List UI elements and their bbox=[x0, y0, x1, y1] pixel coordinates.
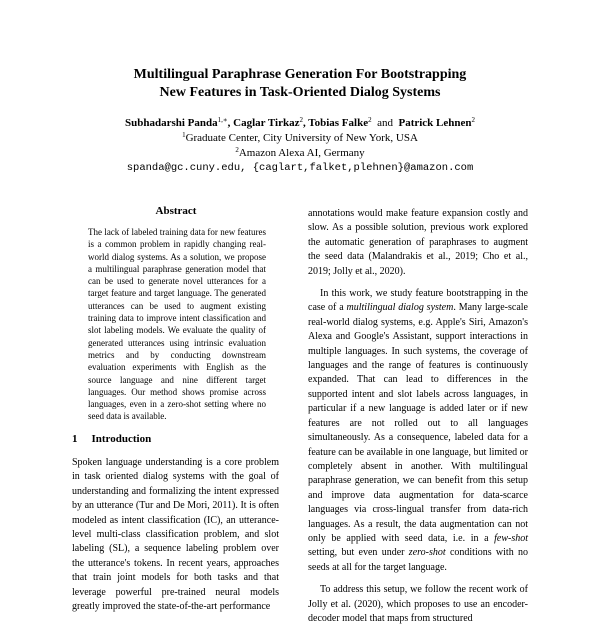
author-name: Tobias Falke bbox=[308, 117, 369, 129]
abstract-body bbox=[88, 226, 266, 423]
right-column bbox=[308, 207, 528, 626]
author-sup: 2 bbox=[471, 116, 475, 124]
paper-title-line-1: Multilingual Paraphrase Generation For Bootstrapping bbox=[133, 67, 467, 82]
right-paragraph-1: annotations would make feature expansion costly and slow. As a possible solution, previous work explored the automatic generation of paraphrases to augment the seed data (Malandrakis et al., 2019; Cho et al., 2019; Jolly et al., 2020). bbox=[308, 208, 528, 277]
abstract-heading: Abstract bbox=[155, 205, 197, 217]
right-paragraph-2 bbox=[308, 287, 528, 575]
abstract-text: The lack of labeled training data for new features is a common problem in rapidly changing real-world dialog systems. As a solution, we propose a multilingual paraphrase generation model that can be used to generate novel utterances for a target feature and target language. The generated utterances can be used to augment existing training data to improve intent classification and slot labeling models. We evaluate the quality of generated utterances using intrinsic evaluation metrics and by conducting downstream evaluation experiments with English as the source language and nine different target languages. Our method shows promise across languages, even in a zero-shot setting where no seed data is available. bbox=[88, 227, 266, 422]
author-name: Subhadarshi Panda bbox=[124, 117, 218, 129]
section-title: Introduction bbox=[91, 433, 152, 445]
emphasis: zero-shot bbox=[408, 547, 446, 559]
text-run: conditions with no seeds at all for the target language. bbox=[308, 547, 528, 573]
author-sup: 2 bbox=[299, 116, 303, 124]
text-run: . Many large-scale real-world dialog systems, e.g. Apple's Siri, Amazon's Alexa and Google's Assistant, support interactions in multiple languages. In such systems, the coverage of languages and the range of features is continuously expanded. That can lead to differences in the supported intent and slot labels across languages, in particular if a new language is added later or if new features are not rolled out to all languages simultaneously. As a consequence, labeled data for a feature can be available in one language, but limited or completely absent in another. With multilingual paraphrase generation, we can benefit from this setup and improve data augmentation for data-scarce languages via cross-lingual transfer from data-rich languages. As a result, the data augmentation can not only be applied with seed data, i.e. in a bbox=[308, 302, 528, 544]
author-sup: 2 bbox=[368, 116, 372, 124]
introduction-body bbox=[72, 456, 279, 614]
emphasis: multilingual dialog system bbox=[346, 302, 454, 314]
right-paragraph-3: To address this setup, we follow the recent work of Jolly et al. (2020), which proposes to use an encoder-decoder model that maps from structured bbox=[308, 584, 528, 624]
author-sup: 1,∗ bbox=[217, 116, 228, 124]
emphasis: few-shot bbox=[494, 532, 528, 544]
section-number: 1 bbox=[72, 433, 78, 445]
aff-text: Graduate Center, City University of New York, USA bbox=[185, 132, 418, 144]
text-run: In this work, we study feature bootstrapping in the case of a bbox=[308, 288, 528, 314]
author-and: and bbox=[377, 117, 393, 129]
author-name: Patrick Lehnen bbox=[398, 117, 472, 129]
aff-sup: 1 bbox=[182, 131, 186, 139]
aff-text: Amazon Alexa AI, Germany bbox=[238, 147, 365, 159]
author-list: Subhadarshi Panda$^{1,∗}$, Caglar Tirkaz$^2$, Tobias Falke$^2$ and Patrick Lehnen$^2$ bbox=[124, 116, 475, 129]
section-heading-introduction bbox=[72, 433, 151, 445]
author-emails: spanda@gc.cuny.edu, {caglart,falket,plehnen}@amazon.com bbox=[126, 162, 474, 174]
affiliation-1 bbox=[0, 132, 600, 144]
paper-title-line-2: New Features in Task-Oriented Dialog Systems bbox=[159, 85, 441, 100]
aff-sup: 2 bbox=[235, 146, 239, 154]
affiliation-2 bbox=[0, 147, 600, 159]
introduction-text: Spoken language understanding is a core problem in task oriented dialog systems with the goal of understanding and formalizing the intent expressed by an utterance (Tur and De Mori, 2011). It is often modeled as intent classification (IC), an utterance-level multi-class classification problem, and slot labeling (SL), a sequence labeling problem over the utterance's tokens. In recent years, approaches that train joint models for both tasks and that leverage powerful pre-trained neural models greatly improved the state-of-the-art performance bbox=[72, 457, 279, 613]
text-run: setting, but even under bbox=[308, 547, 409, 559]
author-name: Caglar Tirkaz bbox=[233, 117, 300, 129]
